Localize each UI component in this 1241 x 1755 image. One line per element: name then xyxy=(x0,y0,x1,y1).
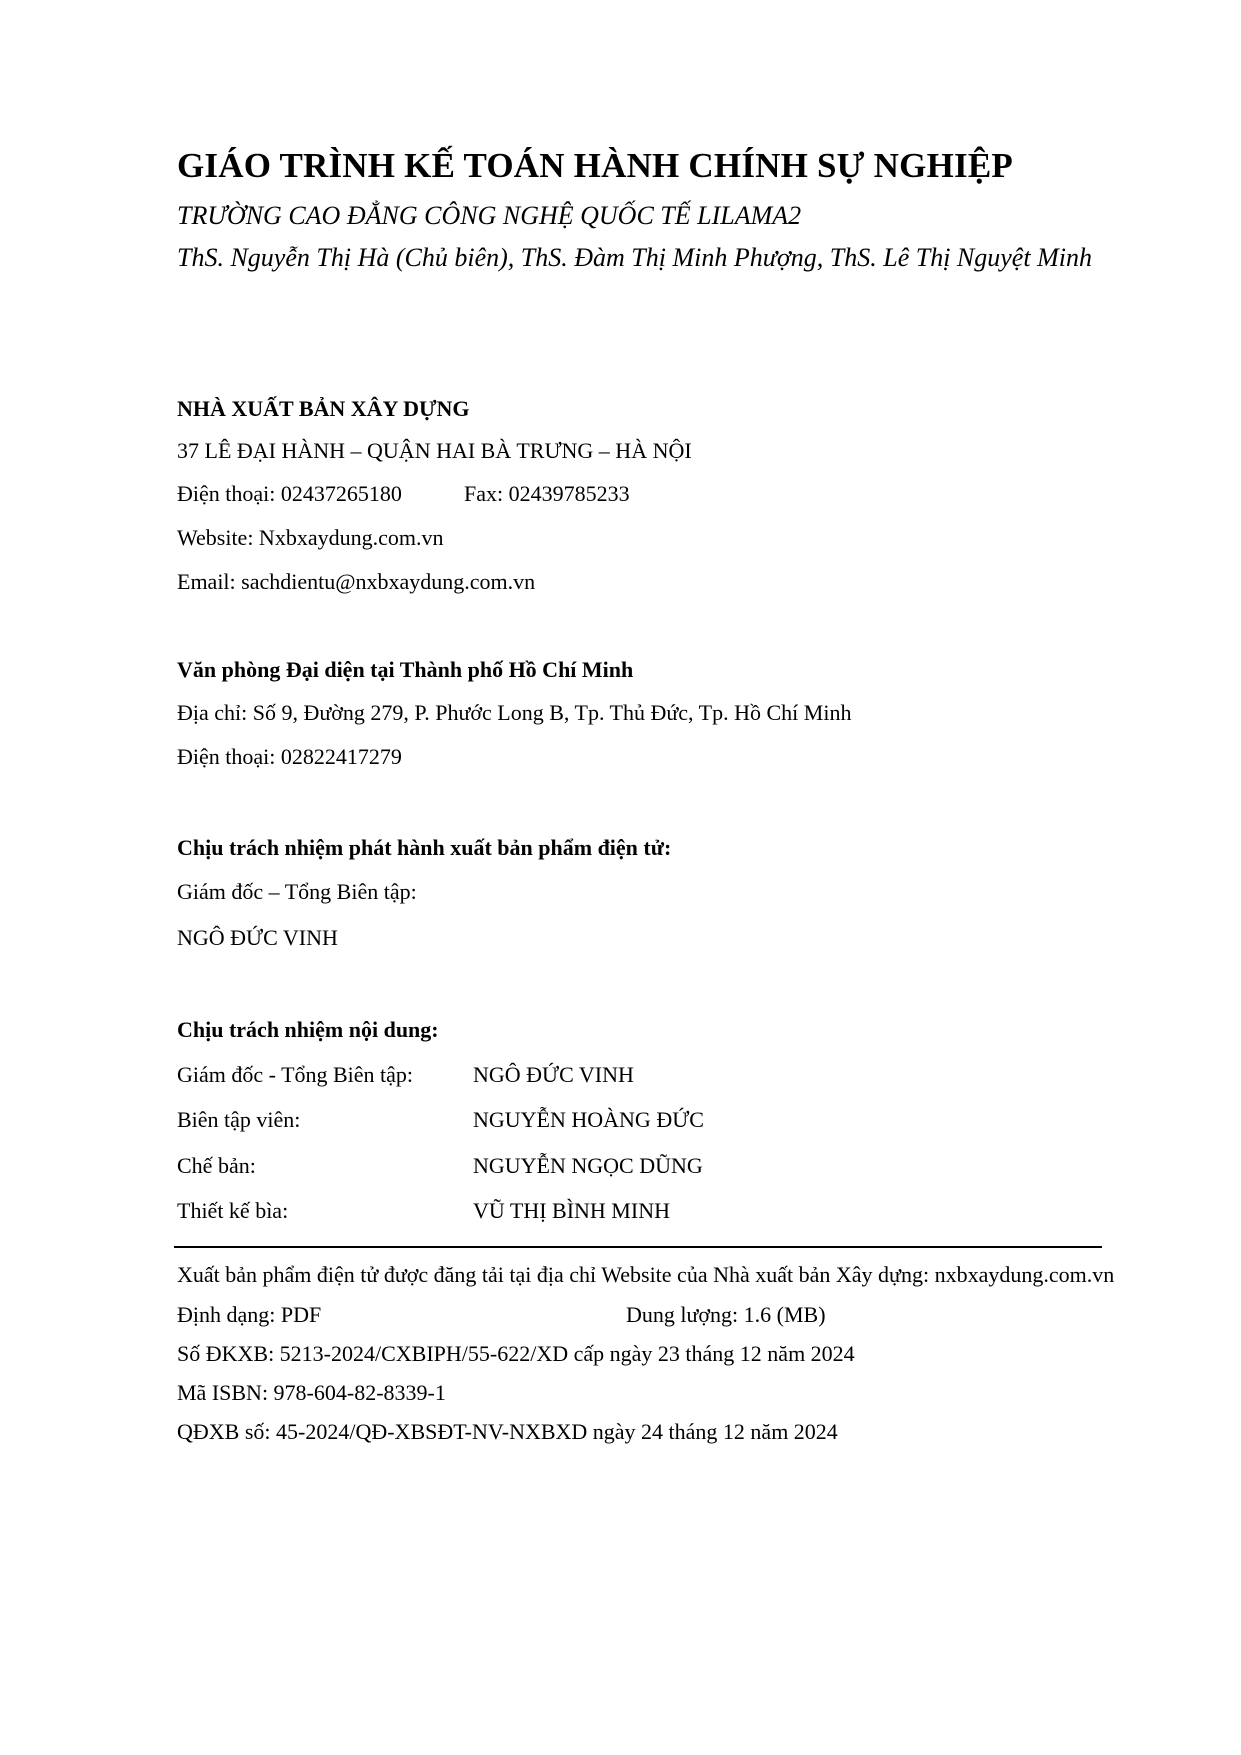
content-person-typesetting: NGUYỄN NGỌC DŨNG xyxy=(473,1153,703,1178)
section-divider xyxy=(174,1246,1102,1248)
hcm-office-phone: Điện thoại: 02822417279 xyxy=(177,744,402,769)
release-responsibility-heading: Chịu trách nhiệm phát hành xuất bản phẩm điện tử: xyxy=(177,835,672,860)
publisher-address: 37 LÊ ĐẠI HÀNH – QUẬN HAI BÀ TRƯNG – HÀ NỘI xyxy=(177,438,692,463)
file-format: Định dạng: PDF xyxy=(177,1302,322,1327)
book-title: GIÁO TRÌNH KẾ TOÁN HÀNH CHÍNH SỰ NGHIỆP xyxy=(177,146,1013,185)
publisher-name: NHÀ XUẤT BẢN XÂY DỰNG xyxy=(177,396,470,421)
content-responsibility-heading: Chịu trách nhiệm nội dung: xyxy=(177,1017,439,1042)
content-role-editor: Biên tập viên: xyxy=(177,1107,301,1132)
authors-line: ThS. Nguyễn Thị Hà (Chủ biên), ThS. Đàm Thị Minh Phượng, ThS. Lê Thị Nguyệt Minh xyxy=(177,243,1092,272)
content-person-director: NGÔ ĐỨC VINH xyxy=(473,1062,634,1087)
content-role-typesetting: Chế bản: xyxy=(177,1153,256,1178)
publication-note: Xuất bản phẩm điện tử được đăng tải tại địa chỉ Website của Nhà xuất bản Xây dựng: nxbxaydung.com.vn xyxy=(177,1262,1115,1287)
content-person-cover-design: VŨ THỊ BÌNH MINH xyxy=(473,1198,670,1223)
registration-number: Số ĐKXB: 5213-2024/CXBIPH/55-622/XD cấp ngày 23 tháng 12 năm 2024 xyxy=(177,1341,855,1366)
isbn-number: Mã ISBN: 978-604-82-8339-1 xyxy=(177,1380,446,1405)
content-role-cover-design: Thiết kế bìa: xyxy=(177,1198,289,1223)
publisher-website: Website: Nxbxaydung.com.vn xyxy=(177,525,444,550)
publisher-email: Email: sachdientu@nxbxaydung.com.vn xyxy=(177,569,536,594)
release-responsibility-person: NGÔ ĐỨC VINH xyxy=(177,925,338,950)
hcm-office-heading: Văn phòng Đại diện tại Thành phố Hồ Chí Minh xyxy=(177,657,634,682)
publisher-fax: Fax: 02439785233 xyxy=(464,481,630,506)
school-name: TRƯỜNG CAO ĐẲNG CÔNG NGHỆ QUỐC TẾ LILAMA2 xyxy=(177,201,802,230)
publishing-decision: QĐXB số: 45-2024/QĐ-XBSĐT-NV-NXBXD ngày 24 tháng 12 năm 2024 xyxy=(177,1419,838,1444)
content-person-editor: NGUYỄN HOÀNG ĐỨC xyxy=(473,1107,704,1132)
hcm-office-address: Địa chỉ: Số 9, Đường 279, P. Phước Long B, Tp. Thủ Đức, Tp. Hồ Chí Minh xyxy=(177,700,852,725)
content-role-director: Giám đốc - Tổng Biên tập: xyxy=(177,1062,414,1087)
file-capacity: Dung lượng: 1.6 (MB) xyxy=(626,1302,826,1327)
release-responsibility-role: Giám đốc – Tổng Biên tập: xyxy=(177,879,417,904)
publisher-phone: Điện thoại: 02437265180 xyxy=(177,481,402,506)
